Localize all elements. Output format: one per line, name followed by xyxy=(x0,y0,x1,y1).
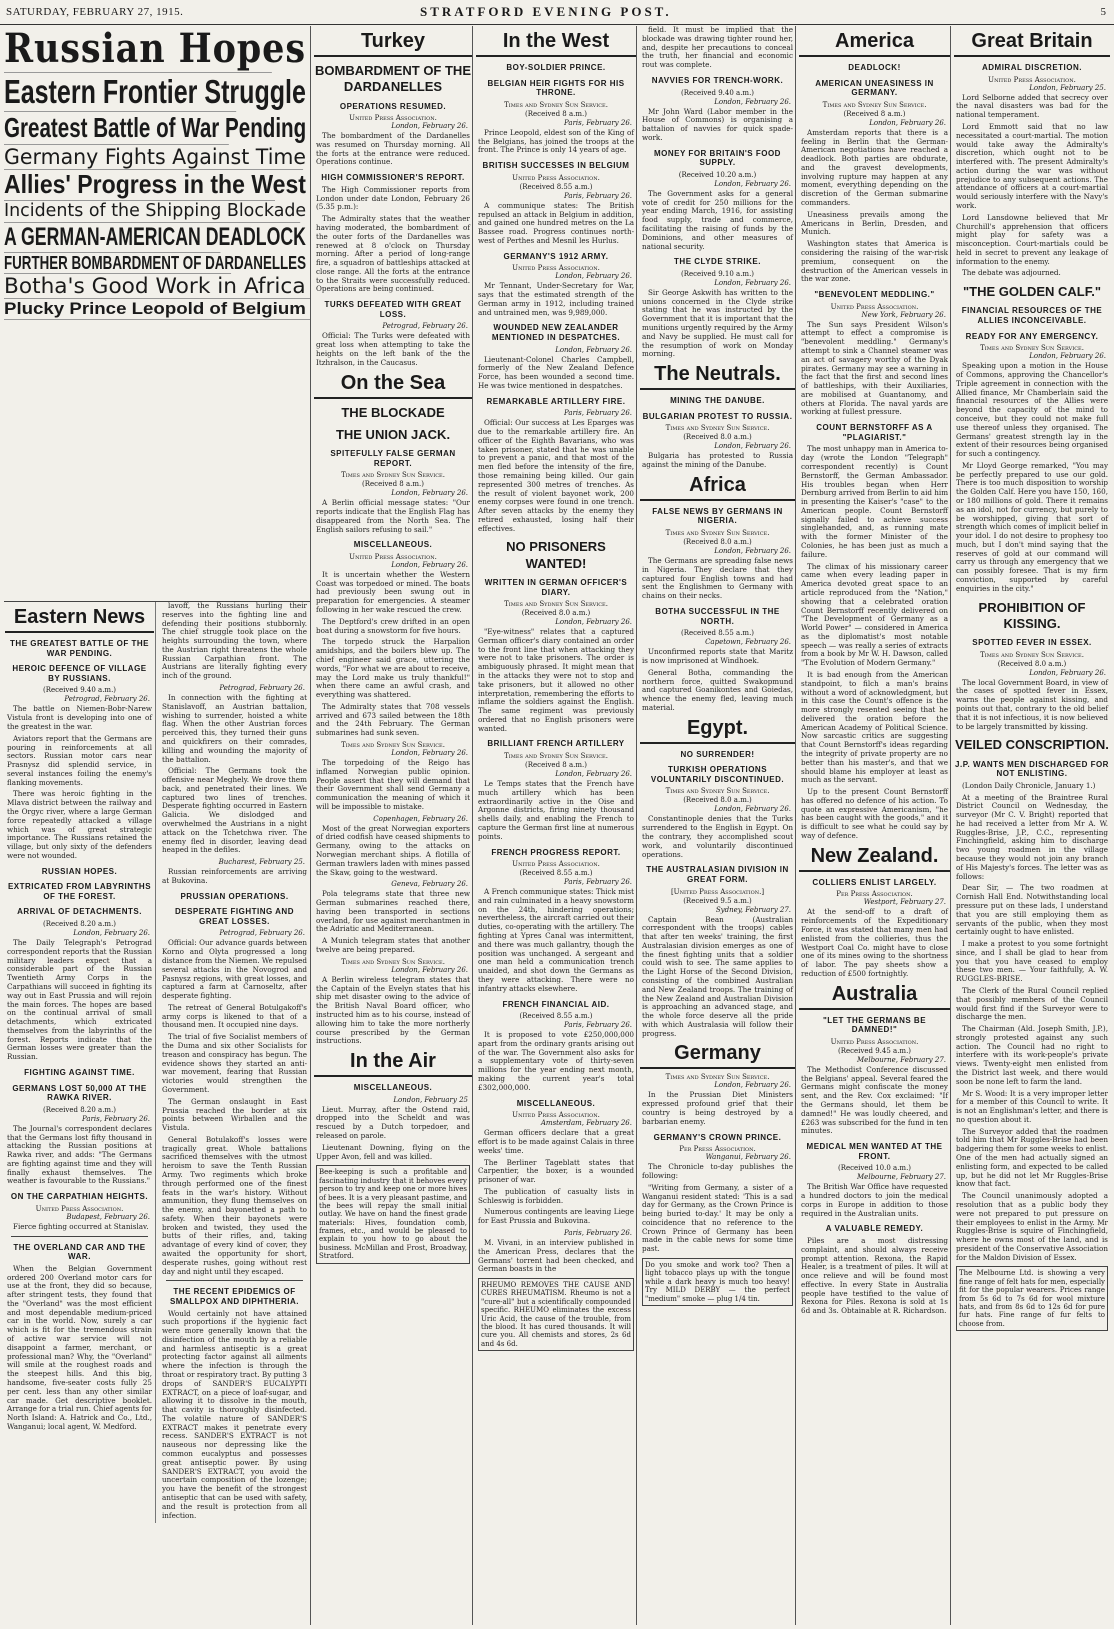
article-paragraph: Mr Lloyd George remarked, "You may be perfectly prepared to use our gold. There is too much disposition to worship the Golden Calf. Here you have 150, 160, or 180 millions of gold. There it remains as an idol, not for currency, but purely to be worshipped, giving that sort of strength which comes of implicit belief in your idol. I do not desire to prophesy too much, but I don't mind saying that the reserves of gold at our command will carry us through any emergency that we can possibly foresee. That is my firm conviction, supported by careful enquiries in the city." xyxy=(956,460,1108,593)
article-paragraph: The torpedo struck the Harpalion amidships, and the boilers blew up. The chief engineer said grace, uttering the words, "For what we are about to receive, may the Lord make us truly thankful!" when there came an awful crash, and everything was shattered. xyxy=(316,637,470,700)
article-heading: REMARKABLE ARTILLERY FIRE. xyxy=(486,396,626,406)
headline-russian-hopes: Russian Hopes xyxy=(4,26,306,72)
headline-stack xyxy=(4,26,310,602)
byline: Times and Sydney Sun Service. xyxy=(504,100,608,109)
article-subheading: GERMANS LOST 50,000 AT THE RAWKA RIVER. xyxy=(12,1083,147,1103)
dateline: London, February 26. xyxy=(869,118,946,127)
article-paragraph: General Botha, commanding the northern force, quitted Swakopmund and captured Goanikontes and Goiedas, whence the enemy fled, leaving much material. xyxy=(642,667,793,712)
article-paragraph: Le Temps states that the French have much artillery which has been extraordinarily active in the Oise and Argonne districts, firing ninety thousand shells daily, and enabling the French to capture the German first line at numerous points. xyxy=(478,779,634,841)
article-paragraph: The Journal's correspondent declares that the Germans lost fifty thousand in attacking the Russian positions at Rawka river, and adds: "The Germans are fighting against time and they will finally exhaust themselves. The weather is favourable to the Russians." xyxy=(7,1123,152,1186)
article-heading: VEILED CONSCRIPTION. xyxy=(955,737,1109,753)
dateline: Petrograd, February 26. xyxy=(64,695,150,704)
headline-allies-progress: Allies' Progress in the West xyxy=(4,169,306,200)
article-heading: GERMANY'S CROWN PRINCE. xyxy=(653,1132,782,1142)
article-paragraph: The bombardment of the Dardanelles was resumed on Thursday morning. All the forts at the entrance were reduced. Operations continue. xyxy=(316,131,470,167)
article-paragraph: Constantinople denies that the Turks surrendered to the English in Egypt. On the contrary, they accomplished scout work, and voluntarily discontinued operations. xyxy=(642,814,793,859)
byline: Times and Sydney Sun Service. xyxy=(665,1073,770,1082)
dateline: London, February 26. xyxy=(555,618,632,627)
article-paragraph: The Methodist Conference discussed the Belgians' appeal. Several feared the Germans might confiscate the money sent, and the Rev. Cox exclaimed: "If the Germans should, let them be damned!" He was loudly cheered, and £263 was subscribed for the fund in ten minutes. xyxy=(801,1064,948,1136)
article-paragraph: Most of the great Norwegian exporters of dried codfish have ceased shipments to Germany, owing to the attacks on Norwegian merchant ships. A flotilla of German trawlers laden with mines passed the Skaw, going to the westward. xyxy=(316,823,470,877)
article-subheading: READY FOR ANY EMERGENCY. xyxy=(965,331,1099,341)
divider xyxy=(166,1280,303,1281)
article-paragraph: I make a protest to you some fortnight since, and I shall be glad to hear from you that you have ceased to employ these two men. — Your faithfully, A. W. RUGGLES-BRISE. xyxy=(956,939,1108,984)
article-paragraph: Up to the present Count Bernstorff has offered no defence of his action. To quote an expressive Americanism, "he has been caught with the goods," and it is difficult to see what he could say by way of defence. xyxy=(801,787,948,841)
article-paragraph: A Berlin official message states: "Our reports indicate that the English Flag has disappeared from the North Sea. The English sailors refusing to sail." xyxy=(316,498,470,534)
article-subheading: ARRIVAL OF DETACHMENTS. xyxy=(17,907,142,917)
dateline: London, February 26. xyxy=(391,560,468,569)
article-paragraph: It is uncertain whether the Western Coast was torpedoed or mined. The boats had previously been swung out in preparation for emergencies. A steamer following in her wake rescued the crew. xyxy=(316,569,470,615)
article-subheading: DESPERATE FIGHTING AND GREAT LOSSES. xyxy=(174,907,294,926)
article-heading: FIGHTING AGAINST TIME. xyxy=(24,1067,135,1077)
article-paragraph: Mr Tennant, Under-Secretary for War, says that the estimated strength of the German army in 1912, including trained and untrained men, was 9,989,000. xyxy=(478,281,634,317)
eastern-news-column xyxy=(4,602,156,1523)
section-title: Germany xyxy=(640,1042,795,1069)
article-heading: THE BLOCKADE xyxy=(341,404,445,420)
article-paragraph: The Deptford's crew drifted in an open boat during a snowstorm for five hours. xyxy=(316,616,470,635)
dateline: Paris, February 26. xyxy=(564,409,632,418)
article-subheading: AMERICAN UNEASINESS IN GERMANY. xyxy=(815,78,934,98)
article-paragraph: Russian reinforcements are arriving at Bukovina. xyxy=(162,867,307,885)
dateline: Petrograd, February 26. xyxy=(219,929,305,938)
dateline: London, February 26. xyxy=(714,805,791,814)
article-heading: PROHIBITION OF KISSING. xyxy=(978,599,1086,631)
dateline: Geneva, February 26. xyxy=(391,880,468,889)
received-time: (Received 8.0 a.m.) xyxy=(997,659,1067,668)
article-subheading: BULGARIAN PROTEST TO RUSSIA. xyxy=(642,411,793,421)
article-subheading: WRITTEN IN GERMAN OFFICER'S DIARY. xyxy=(484,577,628,597)
article-paragraph: Dear Sir, — The two roadmen at Cornish Hall End. Notwithstanding local pressure put on these lads, I understand that you are still employing them as servants of the public, when they most certainly ought to have enlisted. xyxy=(956,883,1108,937)
article-heading: HIGH COMMISSIONER'S REPORT. xyxy=(321,173,465,183)
issue-date: SATURDAY, FEBRUARY 27, 1915. xyxy=(6,6,184,18)
dateline: Budapest, February 26. xyxy=(66,1212,150,1221)
received-time: (Received 10.0 a.m.) xyxy=(837,1164,912,1173)
article-paragraph: The Council unanimously adopted a resolution that as a public body they were not prepared to put pressure on their employees to enlist in the Army. Mr Ruggles-Brise is squire of Finchingfield, where he owns most of the land, and is president of the Conservative Association for the Maldon Division of Essex. xyxy=(956,1191,1108,1262)
great-britain-column xyxy=(954,26,1110,1625)
article-paragraph: The Chairman (Ald. Joseph Smith, J.P.), strongly protested against any such action. The Council had no right to interfere with its work-people's private views. Twenty-eight men enlisted from the District last week, and there would soon be none left to farm the land. xyxy=(956,1024,1108,1086)
article-paragraph: It is bad enough from the American standpoint, to filch a man's brains without a word of acknowledgment, but in this case the Count's offence is the more strongly resented seeing that he delivered the oration before the American Academy of Political Science. Now sarcastic critics are suggesting that Count Bernstorff's ideas regarding the integrity of private property are no better than his master's, and that we should blame his employer at least as much as the servant. xyxy=(801,669,948,785)
dateline: London, February 26. xyxy=(714,179,791,188)
section-title: Turkey xyxy=(314,30,472,57)
article-paragraph: The publication of casualty lists in Schleswig is forbidden. xyxy=(478,1186,634,1205)
byline: [United Press Association.] xyxy=(670,887,765,896)
advertisement: Bee-keeping is such a profitable and fascinating industry that it behoves every person to try and keep one or more hives of bees. It is a very pleasant pastime, and the bees will repay the small initial outlay. We have on hand the finest grade materials: Hives, foundation comb, frames, etc., and would be pleased to explain to you how to go about the business. McMillan and Frost, Broadway, Stratford. xyxy=(316,1165,470,1263)
headline-eastern-frontier: Eastern Frontier Struggle xyxy=(4,73,306,110)
headline-prince-leopold: Plucky Prince Leopold of Belgium xyxy=(4,299,311,320)
received-time: (Received 10.20 a.m.) xyxy=(678,170,757,179)
dateline: London, February 25 xyxy=(393,1095,468,1104)
article-heading: FALSE NEWS BY GERMANS IN NIGERIA. xyxy=(652,506,783,526)
article-paragraph: Lord Lansdowne believed that Mr Churchill's apprehension that officers might play for safety was a misconception. Court-martials could be held in secret to prevent any leakage of information to the enemy. xyxy=(956,212,1108,266)
article-heading: BRITISH SUCCESSES IN BELGIUM xyxy=(482,161,630,171)
article-heading: ON THE CARPATHIAN HEIGHTS. xyxy=(10,1192,149,1202)
article-heading: MONEY FOR BRITAIN'S FOOD SUPPLY. xyxy=(654,148,781,168)
article-paragraph: General Botulakoff's losses were tragically great. Whole battalions sacrificed themselves with the utmost heroism to save the Tenth Russian Army. Two regiments which broke through performed one of the finest feats in the war's history. Without ammunition, they flung themselves on the enemy, and bayonetted a path to safety. When their bayonets were broken and twisted, they used the butts of their rifles, and, taking advantage of every kind of cover, they awaited the opportunity for short, desperate rushes, going without rest day and night until they escaped. xyxy=(162,1134,307,1276)
dateline: Paris, February 26. xyxy=(564,191,632,200)
byline: Times and Sydney Sun Service. xyxy=(665,529,770,538)
received-time: (Received 9.45 a.m.) xyxy=(837,1046,912,1055)
article-heading: "BENEVOLENT MEDDLING." xyxy=(814,290,935,300)
dateline: London, February 26. xyxy=(714,442,791,451)
byline: Per Press Association. xyxy=(836,890,913,899)
article-heading: COUNT BERNSTORFF AS A "PLAGIARIST." xyxy=(816,423,933,442)
dateline: London, February 26. xyxy=(714,97,791,106)
article-paragraph: At the send-off to a draft of reinforcements of the Expeditionary Force, it was stated that many men had enlisted from the collieries, thus the Westport Coal Co. might have to close one of its mines owing to the shortness of labor. The pay sheets show a reduction of £500 fortnightly. xyxy=(801,907,948,978)
newspaper-name: STRATFORD EVENING POST. xyxy=(420,4,672,19)
article-paragraph: A Berlin wireless telegram states that the Captain of the Evelyn states that his ship met disaster owing to the advice of the British Naval Board officer, who instructed him as to his course, instead of allowing him to take the more northerly course prescribed by the German instructions. xyxy=(316,974,470,1046)
dateline: Paris, February 26. xyxy=(564,1021,632,1030)
section-title: In the Air xyxy=(314,1050,472,1077)
dateline: Paris, February 26. xyxy=(82,1114,150,1123)
article-paragraph: Lieut. Murray, after the Ostend raid, dropped into the Scheldt and was rescued by a Dutch torpedoer, and released on parole. xyxy=(316,1104,470,1140)
dateline: Amsterdam, February 26. xyxy=(540,1119,632,1128)
article-subheading: FINANCIAL RESOURCES OF THE ALLIES INCONCEIVABLE. xyxy=(961,306,1103,326)
byline: United Press Association. xyxy=(988,75,1076,84)
dateline: Melbourne, February 27. xyxy=(857,1055,946,1064)
article-paragraph: A communique states: The British repulsed an attack in Belgium in addition, and gained one hundred metres on the La Bassee road. Progress continues north-west of Perthes and Mesnil les Hurlus. xyxy=(478,200,634,245)
byline: United Press Association. xyxy=(830,1037,919,1046)
west-column xyxy=(476,26,637,1625)
received-time: (Received 8.55 a.m.) xyxy=(519,1012,593,1021)
article-paragraph: "Eye-witness" relates that a captured German officer's diary contained an order to the front line that when attacking they were not to take prisoners. The order is ambiguously phrased. It might mean that in the attacks they were not to stop and take prisoners, but it allowed no other interpretation, remembering the efforts to inflame the soldiers against the English. The same regiment was previously ordered that no English prisoners were wanted. xyxy=(478,627,634,733)
article-paragraph: lavoff, the Russians hurling their reserves into the fighting line and defending their positions stubbornly. The chief struggle took place on the heights surrounding the town, where the Austrian right threatens the whole Russian Carpathian front. The Austrians are literally fighting every inch of the ground. xyxy=(162,601,307,681)
dateline: Petrograd, February 26. xyxy=(219,684,305,693)
byline: Times and Sydney Sun Service. xyxy=(665,787,770,796)
dateline: London, February 26. xyxy=(391,748,468,757)
received-time: (Received 8.20 a.m.) xyxy=(42,920,117,929)
byline: United Press Association. xyxy=(830,302,919,311)
byline: Times and Sydney Sun Service. xyxy=(980,344,1084,353)
article-paragraph: Lord Selborne added that secrecy over the naval disasters was bad for the national temperament. xyxy=(956,92,1108,120)
article-paragraph: The Chronicle to-day publishes the following: xyxy=(642,1162,793,1180)
received-time: (Received 9.40 a.m.) xyxy=(680,88,755,97)
dateline: Copenhagen, February 26. xyxy=(373,814,468,823)
received-time: (Received 9.40 a.m.) xyxy=(42,686,117,695)
article-paragraph: The Admiralty states that 708 vessels arrived and 673 sailed between the 18th and the 24th February. The German submarines had sunk seven. xyxy=(316,701,470,738)
article-paragraph: In connection with the fighting at Stanislavoff, an Austrian battalion, wishing to surrender, hoisted a white flag. When the other Austrian forces perceived this, they turned their guns and quickfirers on their comrades, killing and wounding the majority of the battalion. xyxy=(162,693,307,764)
byline: Times and Sydney Sun Service. xyxy=(341,740,445,749)
dateline: Westport, February 27. xyxy=(863,898,946,907)
article-paragraph: The Clerk of the Rural Council replied that possibly members of the Council would first find if the Surveyor were to discharge the men. xyxy=(956,985,1108,1022)
received-time: (Received 8.0 a.m.) xyxy=(683,433,752,442)
dateline: New York, February 26. xyxy=(861,310,946,319)
america-nz-australia-column xyxy=(799,26,951,1625)
dateline: Sydney, February 27. xyxy=(715,905,791,914)
byline: Times and Sydney Sun Service. xyxy=(504,600,608,609)
article-heading: MINING THE DANUBE. xyxy=(670,396,765,406)
article-heading: BOMBARDMENT OF THE DARDANELLES xyxy=(315,63,471,95)
dateline: London, February 26. xyxy=(391,965,468,974)
article-heading: MISCELLANEOUS. xyxy=(353,540,433,550)
dateline: Paris, February 26. xyxy=(564,1228,632,1237)
article-subheading: BELGIAN HEIR FIGHTS FOR HIS THRONE. xyxy=(487,78,625,98)
article-paragraph: Prince Leopold, eldest son of the King of the Belgians, has joined the troops at the front. The Prince is only 14 years of age. xyxy=(478,127,634,155)
article-heading: MISCELLANEOUS. xyxy=(516,1098,596,1108)
article-paragraph: The Admiralty states that the weather having moderated, the bombardment of the outer forts of the Dardanelles was renewed at 8 o'clock on Thursday morning. After a period of long-range fire, a squadron of battleships attacked at close range. All the forts at the entrance to the Straits were successfully reduced. Operations are being continued. xyxy=(316,214,470,294)
received-time: (Received 9.10 a.m.) xyxy=(680,269,755,278)
byline: Times and Sydney Sun Service. xyxy=(341,471,445,480)
advert-heading: THE RECENT EPIDEMICS OF SMALLPOX AND DIPHTHERIA. xyxy=(169,1287,300,1306)
article-paragraph: There was heroic fighting in the Mlava district between the railway and the Orgyc river, where a large German force repeatedly attacked a village which was of great strategic importance. The Russians retained the village, but only sixty of the defenders were not wounded. xyxy=(7,789,152,860)
article-heading: GERMANY'S 1912 ARMY. xyxy=(503,251,609,261)
turkey-sea-air-column xyxy=(314,26,473,1625)
section-title: Egypt. xyxy=(640,717,795,744)
article-paragraph: Lord Emmott said that no law necessitated a court-martial. The motion would take away the Admiralty's discretion, which ought not to be interfered with. The present Admiralty's action during the war was without prejudice to any subsequent actions. The attendance of officers at a court-martial would seriously interfere with the Navy's work. xyxy=(956,121,1108,210)
byline: United Press Association. xyxy=(349,114,437,123)
dateline: London, February 26. xyxy=(714,547,791,556)
dateline: London, February 26. xyxy=(73,929,150,938)
article-paragraph: Official: Our advance guards between Korno and Olyta progressed a long distance from the Niemen. We repulsed several attacks in the Novogrod and Pasnysz regions, with great losses, and captured a farm at Carnoseltz, after desperate fighting. xyxy=(162,938,307,1001)
received-time: (Received 8.0 a.m.) xyxy=(683,538,752,547)
article-subheading: SPITEFULLY FALSE GERMAN REPORT. xyxy=(330,449,456,468)
article-paragraph: M. Vivani, in an interview published in the American Press, declares that the Germans' torrent had been checked, and German boasts in the xyxy=(478,1237,634,1274)
dateline: Bucharest, February 25. xyxy=(218,858,305,867)
article-paragraph: German officers declare that a great effort is to be made against Calais in three weeks' time. xyxy=(478,1128,634,1155)
article-paragraph: field. It must be implied that the blockade was drawing tighter round her, and, despite her precautions to conceal the truth, her financial and economic rout was complete. xyxy=(642,26,793,70)
byline: United Press Association. xyxy=(35,1204,124,1213)
dateline: Melbourne, February 27. xyxy=(857,1173,946,1182)
article-paragraph: The retreat of General Botulgakoff's army corps is likened to that of a thousand men. It occupied nine days. xyxy=(162,1002,307,1030)
article-heading: BOY-SOLDIER PRINCE. xyxy=(506,63,606,72)
dateline: London, February 26. xyxy=(714,1081,791,1090)
byline: Times and Sydney Sun Service. xyxy=(665,424,770,433)
article-heading: THE CLYDE STRIKE. xyxy=(674,257,761,267)
article-paragraph: Sir George Askwith has written to the unions concerned in the Clyde strike stating that he was instructed by the Government that it is important that the munitions urgently required by the Army and Navy be supplied. He must call for the resumption of work on Monday morning. xyxy=(642,287,793,359)
received-time: (Received 8 a.m.) xyxy=(843,109,906,118)
section-title: Great Britain xyxy=(954,30,1110,57)
article-paragraph: The most unhappy man in America to-day (wrote the London "Telegraph" correspondent recently) is Count Bernstorff, the German Ambassador. His troubles began when Herr Dernburg arrived from Berlin to aid him in presenting the Kaiser's "case" to the American people. Count Bernstorff signally failed to achieve success singlehanded, and, as running mate with the former Minister of the Colonies, he has been just as much a failure. xyxy=(801,444,949,559)
received-time: (Received 8.0 a.m.) xyxy=(521,609,591,618)
article-heading: ADMIRAL DISCRETION. xyxy=(981,63,1083,72)
article-paragraph: Bulgaria has protested to Russia against the mining of the Danube. xyxy=(642,451,793,470)
article-heading: COLLIERS ENLIST LARGELY. xyxy=(812,877,937,887)
received-time: (Received 8 a.m.) xyxy=(362,480,424,489)
article-paragraph: Washington states that America is considering the raising of the war-risk premium, consequent on the destruction of the American vessels in the war zone. xyxy=(801,239,948,284)
article-paragraph: Uneasiness prevails among the Americans in Berlin, Dresden, and Munich. xyxy=(801,209,948,237)
received-time: (Received 9.5 a.m.) xyxy=(683,896,752,905)
advertisement: Do you smoke and work too? Then a light tobacco plays up with the tongue while a dark heavy is much too heavy! Try MILD DERBY — the perfect "medium" smoke — plug 1/4 tin. xyxy=(642,1258,793,1306)
byline: Per Press Association. xyxy=(679,1145,756,1154)
dateline: London, February 26. xyxy=(1029,668,1106,677)
article-subheading: TURKISH OPERATIONS VOLUNTARILY DISCONTINUED. xyxy=(650,765,785,784)
article-paragraph: Speaking upon a motion in the House of Commons, approving the Chancellor's Triple agreement in connection with the Allied finance, Mr Chamberlain said the financial resources of the Allies were beyond the capacity of the mind to conceive, but they could not make full use thereof unless they organised. The Germans' greatest strength lay in the extent of their resources being organised for such a contingency. xyxy=(956,361,1108,459)
article-heading: PRUSSIAN OPERATIONS. xyxy=(180,891,289,901)
article-heading: NO SURRENDER! xyxy=(680,749,755,759)
article-paragraph: Aviators report that the Germans are pouring in reinforcements at all sectors. Russian motor cars near Prasnysz did splendid service, in several instances foiling the enemy's flanking movements. xyxy=(7,733,152,787)
dateline: London, February 26. xyxy=(555,345,632,354)
article-paragraph: The Surveyor added that the roadmen told him that Mr Ruggles-Brise had been badgering them for some weeks to enlist. One of the men had actually signed an enlisting form, and expected to be called up, but he did not let Mr Ruggles-Brise know that fact. xyxy=(956,1126,1108,1189)
section-title: In the West xyxy=(476,30,636,57)
article-paragraph: In the Prussian Diet Ministers expressed profound grief that their country is being destroyed by a barbarian enemy. xyxy=(642,1090,793,1126)
dateline: London, February 26. xyxy=(555,272,632,281)
article-paragraph: Official: The Turks were defeated with great loss when attempting to take the heights on the left bank of the the Itzhralson, in the Caucasus. xyxy=(316,331,470,367)
article-heading: WOUNDED NEW ZEALANDER MENTIONED IN DESPATCHES. xyxy=(491,323,621,342)
received-time: (Received 8.0 a.m.) xyxy=(683,796,752,805)
article-paragraph: The Germans are spreading false news in Nigeria. They declare that they captured four English towns and had sent the Englishmen to Germany with chains on their necks. xyxy=(642,556,793,601)
article-paragraph: The Berliner Tageblatt states that Carpentier, the boxer, is a wounded prisoner of war. xyxy=(478,1157,634,1185)
page-number: 5 xyxy=(1100,6,1106,18)
dateline: London, February 25. xyxy=(1029,83,1106,92)
section-title: On the Sea xyxy=(314,372,472,399)
article-subheading: HEROIC DEFENCE OF VILLAGE BY RUSSIANS. xyxy=(12,664,147,683)
dateline: London, February 26. xyxy=(1029,352,1106,361)
section-title: America xyxy=(799,30,950,57)
article-paragraph: Unconfirmed reports state that Maritz is now imprisoned at Windhoek. xyxy=(642,647,793,665)
headline-german-american: A GERMAN-AMERICAN DEADLOCK xyxy=(4,222,306,251)
dateline: Paris, February 26. xyxy=(564,118,632,127)
headline-botha: Botha's Good Work in Africa xyxy=(4,274,311,299)
headline-germany-fights: Germany Fights Against Time xyxy=(4,145,307,170)
article-heading: THE GREATEST BATTLE OF THE WAR PENDING. xyxy=(10,639,149,658)
article-paragraph: A French communique states: Thick mist and rain culminated in a heavy snowstorm on the 24th, hindering operations; nevertheless, the aircraft carried out their duties, co-operating with the artillery. The fighting at Ypres Canal was intermittent, and there was much gallantry, though the position was unchanged. A sergeant and one man held a communication trench unaided, and shot down the Germans as they were attacking. There were no infantry attacks elsewhere. xyxy=(478,887,634,993)
article-paragraph: Mr John Ward (Labor member in the House of Commons) is organising a battalion of navvies for quick spade-work. xyxy=(642,106,793,142)
article-paragraph: Captain Bean (Australian correspondent with the troops) cables that after ten weeks' training, the first Australasian division emerges as one of the finest fighting units that a soldier could wish to see. The same applies to the Light Horse of the Second Division, consisting of the combined Australian and New Zealand troops. The training of the New Zealand and Australian Division is approaching an advanced stage, and the whole force deserve all the pride with which Australasia will follow their progress. xyxy=(642,914,793,1038)
neutrals-africa-egypt-germany-column xyxy=(640,26,796,1625)
dateline: London, February 26. xyxy=(391,122,468,131)
article-heading: "LET THE GERMANS BE DAMNED!" xyxy=(822,1015,927,1035)
front-subcolumns xyxy=(4,602,310,1523)
article-paragraph: It is proposed to vote £250,000,000 apart from the ordinary grants arising out of the war. The Government also asks for a supplementary vote of thirty-seven millions for the year ending next month, making the current year's total £302,000,000. xyxy=(478,1030,634,1092)
received-time: (Received 8.55 a.m.) xyxy=(519,869,593,878)
article-paragraph: Official: Our success at Les Eparges was due to the remarkable artillery fire. An officer of the Eighth Bavarians, who was taken prisoner, stated that he was unable to prevent a panic, and that most of the men fled before the intensity of the fire, those remaining being killed. Our gain represented 300 metres of trenches. As the result of violent bayonet work, 200 enemy corpses were found in one trench. After seven attacks by the enemy they retired exhausted, losing half their effectives. xyxy=(478,418,634,533)
advert-heading: A VALUABLE REMEDY. xyxy=(825,1224,924,1234)
article-paragraph: The climax of his missionary career came when every leading paper in America devoted great space to an article reproduced from the "Nation," showing that a celebrated oration Count Bernstorff recently delivered on "The Development of Germany as a World Power" — considered in America as the diplomatist's most notable speech — was really a series of extracts from a book by Mr W. H. Dawson, called "The Evolution of Modern Germany." xyxy=(801,561,948,668)
dateline: Paris, February 26. xyxy=(564,878,632,887)
article-paragraph: The Government asks for a general vote of credit for 250 millions for the year ending March, 1916, for assisting food supply, trade and commerce, facilitating the raising of funds by the Dominions, and other measures of national security. xyxy=(642,188,793,251)
advertisement-text: Would certainly not have attained such proportions if the hygienic fact were more generally known that the disinfection of the mouth by a reliable and harmless antiseptic is a great protecting factor against all ailments where the infection is through the throat or respiratory tract. By putting 3 drops of SANDER'S EUCALYPTI EXTRACT, on a piece of loaf-sugar, and allowing it to dissolve in the mouth, that cavity is thoroughly disinfected. The volatile nature of SANDER'S EXTRACT makes it penetrate every recess. SANDER'S EXTRACT is not nauseous nor depressing like the common eucalyptus and possesses great antiseptic power. By using SANDER'S EXTRACT, you avoid the uncertain composition of the lozenge; you have the benefit of the strongest antiseptic that can be used with safety, and the result is protection from all infection. xyxy=(162,1308,307,1520)
article-paragraph: The battle on Niemen-Bobr-Narew Vistula front is developing into one of the greatest in the war. xyxy=(7,704,152,731)
eastern-news-continued xyxy=(156,602,310,1523)
article-paragraph: Amsterdam reports that there is a feeling in Berlin that the German-American negotiations have reached a deadlock. Both parties are obdurate, and the gravest developments, involving rupture may happen at any moment, everything depending on the discretion of the German submarine commanders. xyxy=(801,127,948,208)
byline: Times and Sydney Sun Service. xyxy=(341,957,445,966)
received-time: (Received 8.55 a.m.) xyxy=(680,629,755,638)
article-paragraph: The Sun says President Wilson's attempt to effect a compromise is "benevolent meddling." Germany's attempt to sink a Channel steamer was an act of savagery worthy of the Dyak pirates. Germany may see a warning in the fact that the first and second lines of battleships, with their Auxiliaries, are mobilised at Guantanomy, and others at Florida. The naval yards are working at fullest pressure. xyxy=(801,319,948,417)
dateline: Wanganui, February 26. xyxy=(705,1153,791,1162)
section-title: The Neutrals. xyxy=(640,363,795,390)
section-title: New Zealand. xyxy=(799,845,950,872)
article-paragraph: The Daily Telegraph's Petrograd correspondent reports that the Russian military leaders expect that a considerable part of the Russian Twentieth Army Corps in the Carpathians will succeed in fighting its way out in East Prussia and will rejoin the main forces. The hopes are based on the continual arrival of small detachments, which extricated themselves from the labyrinths of the forest. Reports indicate that the German losses were greater than the Russian. xyxy=(7,938,152,1062)
advertisement: RHEUMO REMOVES THE CAUSE AND CURES RHEUMATISM. Rheumo is not a "cure-all" but a scientifically compounded specific. RHEUMO eliminates the excess Uric Acid, the cause of the trouble, from the blood. It has cured thousands. It will cure you. All chemists and stores, 2s 6d and 4s 6d. xyxy=(478,1278,634,1351)
divider xyxy=(11,1236,148,1237)
article-paragraph: Official: The Germans took the offensive near Meghely. We drove them back, and penetrated their lines. We captured two lines of trenches. Desperate fighting occurred in Eastern Galicia. We dislodged and overwhelmed the Austrians in a night attack on the Tchetchwa river. The enemy fled in disorder, leaving dead heaped in the defiles. xyxy=(162,766,307,855)
section-title: Africa xyxy=(640,474,795,501)
article-paragraph: Numerous contingents are leaving Liege for East Prussia and Bukovina. xyxy=(478,1207,634,1226)
article-heading: THE UNION JACK. xyxy=(335,426,451,442)
article-paragraph: Mr S. Wood: It is a very improper letter for a member of this Council to write. It is not an Englishman's letter, and there is no question about it. xyxy=(956,1088,1108,1124)
dateline: London, February 26. xyxy=(555,770,632,779)
received-time: (Received 8.20 a.m.) xyxy=(42,1105,117,1114)
headline-shipping-blockade: Incidents of the Shipping Blockade xyxy=(4,200,307,222)
received-time: (Received 8 a.m.) xyxy=(525,109,587,118)
byline: United Press Association. xyxy=(512,1111,600,1120)
article-heading: NO PRISONERS WANTED! xyxy=(506,539,606,571)
section-title: Eastern News xyxy=(5,606,154,633)
article-paragraph: Fierce fighting occurred at Stanislav. xyxy=(13,1221,149,1231)
article-subheading: OPERATIONS RESUMED. xyxy=(339,101,447,111)
article-heading: BOTHA SUCCESSFUL IN THE NORTH. xyxy=(655,606,780,626)
article-paragraph: The trial of five Socialist members of the Duma and six other Socialists for treason and conspiracy has begun. The evidence shows they started an anti-war movement, fearing that Russian victories would strengthen the Government. xyxy=(162,1032,307,1094)
masthead xyxy=(0,0,1114,25)
article-heading: FRENCH PROGRESS REPORT. xyxy=(491,847,621,857)
dateline: Petrograd, February 26. xyxy=(382,322,468,331)
advertisement-text: Piles are a most distressing complaint, and should always receive prompt attention. Rexona, the Rapid Healer, is a treatment of piles. It will at once relieve and will be found most effective. In every State in Australia people have testified to the value of Rexona for Piles. Rexona is sold at 1s 6d and 3s. Obtainable at R. Richardson. xyxy=(801,1236,948,1316)
byline: United Press Association. xyxy=(512,264,600,273)
article-heading: BRILLIANT FRENCH ARTILLERY xyxy=(487,739,625,749)
article-heading: MISCELLANEOUS. xyxy=(353,1083,433,1093)
article-paragraph: The German onslaught in East Prussia reached the border at six points between Wirballen and the Vistula. xyxy=(162,1096,307,1133)
article-heading: THE AUSTRALASIAN DIVISION IN GREAT FORM. xyxy=(646,865,789,884)
headline-greatest-battle: Greatest Battle of War Pending xyxy=(4,112,229,145)
byline: United Press Association. xyxy=(512,173,600,182)
dateline: Capetown, February 26. xyxy=(705,638,791,647)
article-paragraph: At a meeting of the Braintree Rural District Council on Wednesday, the surveyor (Mr C. V. Bright) reported that he had received a letter from Mr A. W. Ruggles-Brise, J.P., C.C., representing Finchingfield, asking him to discharge two young roadmen in the village because they would not join any branch of His Majesty's forces. The letter was as follows: xyxy=(956,792,1108,881)
article-subheading: EXTRICATED FROM LABYRINTHS OF THE FOREST. xyxy=(7,882,152,901)
article-heading: FRENCH FINANCIAL AID. xyxy=(502,999,610,1009)
byline: United Press Association. xyxy=(349,552,437,561)
article-paragraph: The torpedoing of the Reigo has inflamed Norwegian public opinion. People assert that they will demand that their Government shall send Germany a communication the meaning of which it will be impossible to mistake. xyxy=(316,757,470,811)
byline: United Press Association. xyxy=(512,860,600,869)
article-paragraph: (London Daily Chronicle, January 1.) xyxy=(962,780,1096,790)
byline: Times and Sydney Sun Service. xyxy=(980,650,1084,659)
headline-dardanelles: FURTHER BOMBARDMENT OF DARDANELLES xyxy=(4,252,306,273)
article-paragraph: The local Government Board, in view of the cases of spotted fever in Essex, warns the people against kissing, and points out that, contrary to the old belief that it is not infectious, it is now believed to be largely transmitted by kissing. xyxy=(956,677,1108,731)
article-paragraph: Pola telegrams state that three new German submarines reached there, having been transported in sections overland, for use against merchantmen in the Adriatic and Mediterranean. xyxy=(316,889,470,934)
dateline: London, February 26. xyxy=(714,278,791,287)
dateline: London, February 26. xyxy=(391,489,468,498)
article-heading: "THE GOLDEN CALF." xyxy=(963,284,1101,300)
advert-heading: THE OVERLAND CAR AND THE WAR. xyxy=(13,1242,146,1262)
article-heading: RUSSIAN HOPES. xyxy=(41,866,118,876)
article-paragraph: The British War Office have requested a hundred doctors to join the medical corps in Europe in addition to those required in the Australian units. xyxy=(801,1182,948,1218)
front-column xyxy=(4,26,311,1625)
article-paragraph: Lieutenant-Colonel Charles Campbell, formerly of the New Zealand Defence Force, has been wounded a second time. He was twice mentioned in despatches. xyxy=(478,354,634,390)
article-paragraph: "Writing from Germany, a sister of a Wanganui resident stated: 'This is a sad day for Germany, as the Crown Prince is being buried to-day.' It may be only a coincidence that no reference to the Crown Prince of Germany has been made in the cable news for some time past. xyxy=(642,1182,793,1254)
byline: Times and Sydney Sun Service. xyxy=(822,100,927,109)
article-heading: DEADLOCK! xyxy=(848,63,901,72)
article-paragraph: A Munich telegram states that another twelve are being prepared. xyxy=(316,936,470,955)
article-paragraph: The debate was adjourned. xyxy=(962,268,1061,278)
advertisement-text: When the Belgian Government ordered 200 Overland motor cars for use at the front, they did so because, after stringent tests, they found that the "Overland" was the most efficient and most dependable medium-priced car in the world. Now, surely a car which is fit for the tremendous strain of active war service will not disappoint a farmer, merchant, or professional man? Why, the "Overland" will smile at the roughest roads and the steepest hills. And this big, handsome, five-seater costs fully 25 per cent. less than any other similar car made. Get descriptive booklet. Arrange for a trial run. Chief agents for North Island: A. Hatrick and Co., Ltd., Wanganui; local agent, W. Medford. xyxy=(7,1263,152,1431)
article-paragraph: Lieutenant Downing, flying on the Upper Avon, fell and was killed. xyxy=(316,1142,470,1161)
section-title: Australia xyxy=(799,983,950,1010)
article-heading: MEDICAL MEN WANTED AT THE FRONT. xyxy=(806,1142,943,1161)
article-subheading: J.P. WANTS MEN DISCHARGED FOR NOT ENLISTING. xyxy=(955,759,1109,779)
article-subheading: SPOTTED FEVER IN ESSEX. xyxy=(972,638,1092,648)
advertisement: The Melbourne Ltd. is showing a very fine range of felt hats for men, especially fit for the popular wearers. Prices range from 5s 6d to 7s 6d for wool mixture hats, and from 8s 6d to 12s 6d for pure fur hats. Fine range of fur felts to choose from. xyxy=(956,1266,1108,1331)
received-time: (Received 8 a.m.) xyxy=(525,761,587,770)
article-heading: NAVVIES FOR TRENCH-WORK. xyxy=(651,75,784,85)
article-paragraph: The High Commissioner reports from London under date London, February 26 (5.35 p.m.): xyxy=(316,184,470,212)
byline: Times and Sydney Sun Service. xyxy=(504,752,608,761)
received-time: (Received 8.55 a.m.) xyxy=(519,182,593,191)
article-heading: TURKS DEFEATED WITH GREAT LOSS. xyxy=(324,300,462,319)
